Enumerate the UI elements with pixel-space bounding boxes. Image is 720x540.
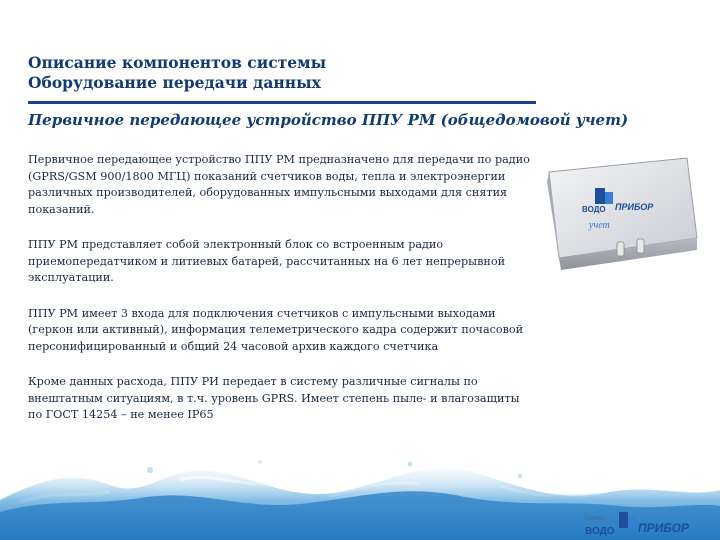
cable-gland-icon [637, 239, 644, 253]
body-text [28, 152, 533, 443]
device-logo-right: ПРИБОР [615, 202, 654, 212]
slide-title [28, 53, 326, 93]
footer-logo-small: Группа [585, 516, 605, 522]
paragraph-inputs: ППУ РМ имеет 3 входа для подключения счетчиков с импульсными выходами (геркон или активный), информация телеметрического кадра содержит почасовой персонифицированный и общий 24 часовой архив каждого счетчика [28, 306, 524, 353]
title-line-1: Описание компонентов системы [28, 53, 327, 72]
paragraph-purpose: Первичное передающее устройство ППУ РМ предназначено для передачи по радио (GPRS/GSM 900/1800 МГЦ) показаний счетчиков воды, тепла и электроэнергии различных производителей, оборудованных импульсными выходами для снятия показаний. [28, 153, 530, 216]
footer-logo-left: ВОДО [585, 526, 615, 537]
paragraph-construction: ППУ РМ представляет собой электронный блок со встроенным радио приемопередатчиком и литиевых батарей, рассчитанных на 6 лет непрерывной эксплуатации. [28, 238, 506, 284]
device-logo-left: ВОДО [582, 205, 606, 214]
footer-logo [583, 508, 709, 538]
slide-subtitle: Первичное передающее устройство ППУ РМ (общедомовой учет) [28, 111, 629, 129]
paragraph-signals: Кроме данных расхода, ППУ РИ передает в систему различные сигналы по внештатным ситуациям, в т.ч. уровень GPRS. Имеет степень пыле- и влагозащиты по ГОСТ 14254 – не менее IP65 [28, 375, 520, 421]
title-line-2: Оборудование передачи данных [28, 73, 321, 92]
device-label: учет [589, 220, 610, 231]
device-image [537, 150, 703, 280]
title-underline [28, 101, 536, 104]
footer-logo-right: ПРИБОР [638, 521, 689, 535]
cable-gland-icon [617, 242, 624, 256]
